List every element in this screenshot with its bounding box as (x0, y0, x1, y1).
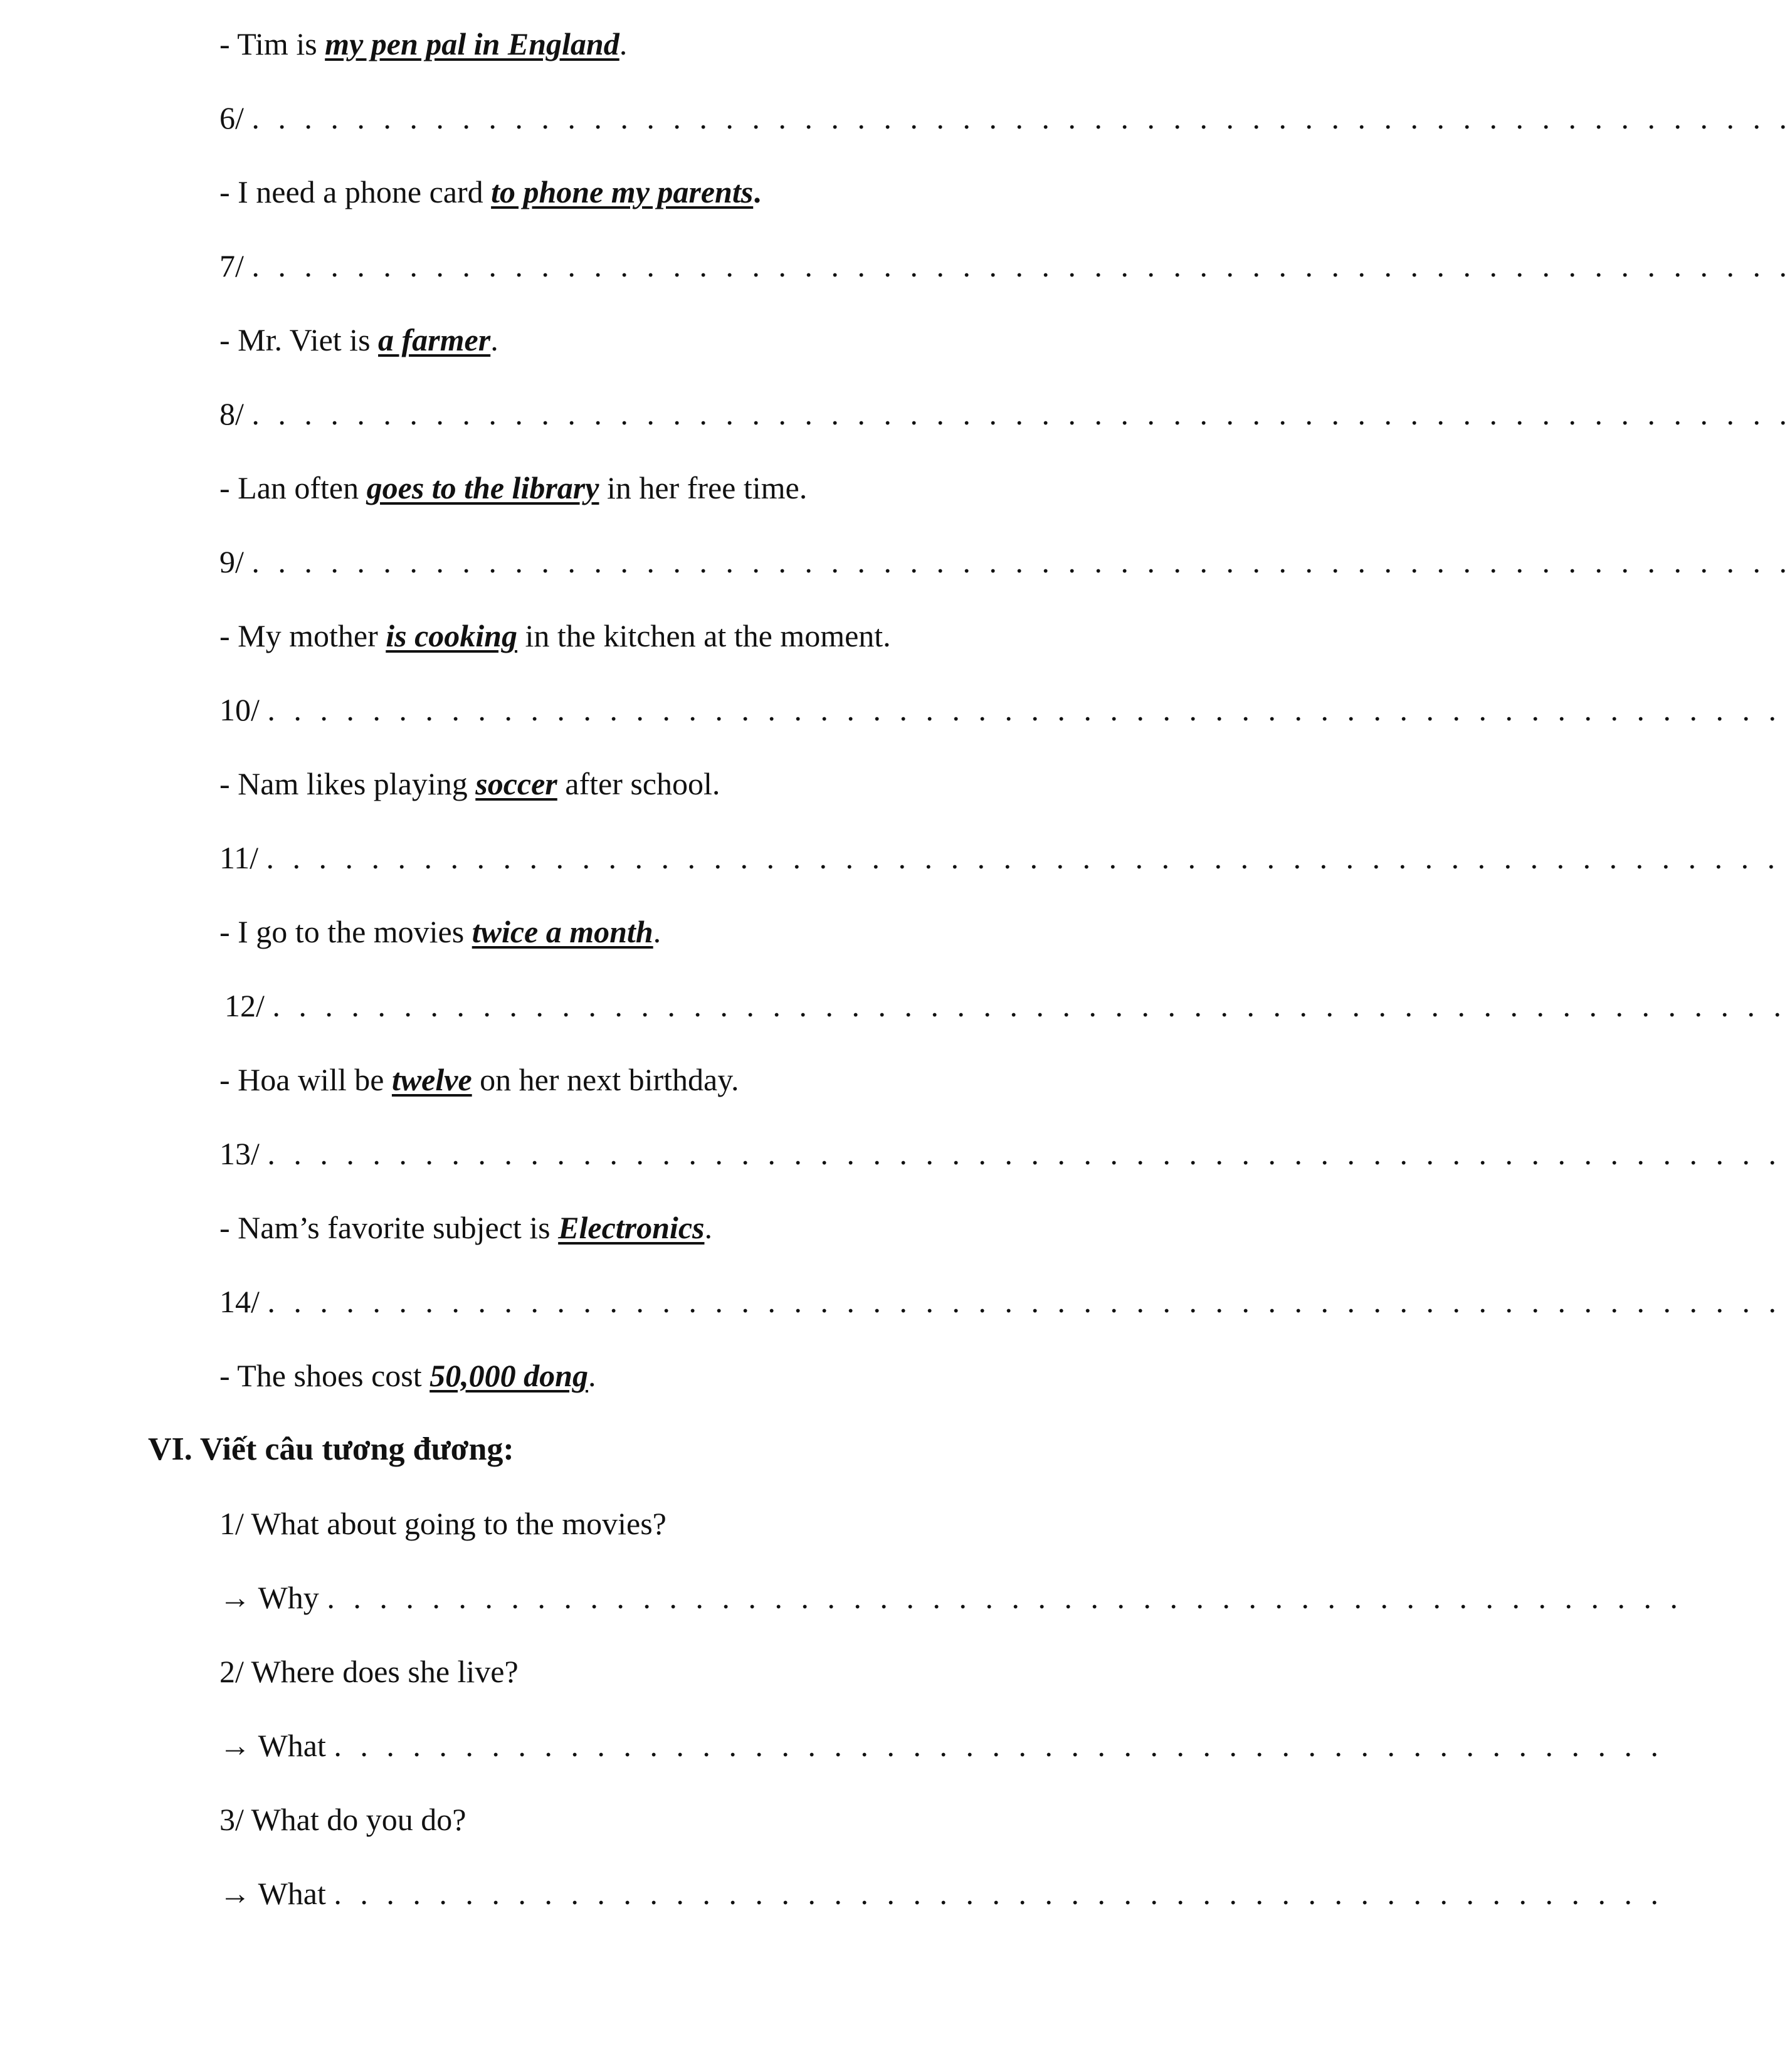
answer-dots: . . . . . . . . . . . . . . . . . . . . . . . . . . . . . . . . . . . . . . . . . . . . . . . . . . . . . . . . . . (267, 1284, 1782, 1319)
sentence-text: . (490, 322, 498, 357)
sentence-text: - Lan often (219, 470, 367, 505)
answer-dots: . . . . . . . . . . . . . . . . . . . . . . . . . . . . . . . . . . . . . . . . . . . . . . . . . . . . . . . . . . . (251, 396, 1792, 431)
question-text: 2/ Where does she live? (219, 1654, 519, 1689)
answer-dots: . . . . . . . . . . . . . . . . . . . . . . . . . . . . . . . . . . . . . . . . . . . . . . . . . . . . . . . . . . (267, 1136, 1782, 1171)
sentence-text: - Nam likes playing (219, 766, 476, 801)
sentence-hoa (219, 1061, 739, 1098)
item-number: 10/ (219, 692, 260, 727)
underlined-phrase: is cooking (386, 618, 517, 653)
sentence-text: . (588, 1358, 596, 1393)
arrow-icon: → (219, 1876, 251, 1911)
sentence-text: - I need a phone card (219, 174, 492, 209)
sentence-text: in her free time. (599, 470, 808, 505)
sentence-text: . (619, 26, 628, 61)
sentence-text: in the kitchen at the moment. (517, 618, 891, 653)
underlined-phrase: 50,000 dong (430, 1358, 588, 1393)
sentence-text: - The shoes cost (219, 1358, 430, 1393)
answer-dots: . . . . . . . . . . . . . . . . . . . . . . . . . . . . . . . . . . . . . . . . . . . . . . . . . . . (334, 1728, 1664, 1763)
answer-dots: . . . . . . . . . . . . . . . . . . . . . . . . . . . . . . . . . . . . . . . . . . . . . . . . . . . . . . . . . . (267, 692, 1782, 727)
sentence-text: . (753, 174, 761, 209)
question-1 (219, 1505, 667, 1542)
sentence-tim (219, 25, 627, 63)
answer-line-9[interactable] (219, 543, 1792, 581)
rewrite-line-1[interactable] (219, 1579, 1684, 1616)
item-number: 8/ (219, 396, 244, 431)
item-number: 7/ (219, 248, 244, 283)
answer-line-11[interactable] (219, 839, 1781, 877)
sentence-text: - I go to the movies (219, 914, 472, 949)
question-2 (219, 1653, 519, 1690)
answer-dots: . . . . . . . . . . . . . . . . . . . . . . . . . . . . . . . . . . . . . . . . . . . . . . . . . . . . . . . . . . . (251, 100, 1792, 135)
underlined-phrase: a farmer (378, 322, 491, 357)
prompt-word: What (258, 1728, 326, 1763)
underlined-phrase: my pen pal in England (325, 26, 619, 61)
arrow-icon: → (219, 1728, 251, 1763)
answer-line-8[interactable] (219, 395, 1792, 433)
sentence-phone-card (219, 173, 761, 211)
question-text: 1/ What about going to the movies? (219, 1506, 667, 1541)
item-number: 9/ (219, 544, 244, 579)
answer-dots: . . . . . . . . . . . . . . . . . . . . . . . . . . . . . . . . . . . . . . . . . . . . . . . . . . . . . . . . . . . (251, 544, 1792, 579)
item-number: 12/ (224, 988, 265, 1023)
underlined-phrase: Electronics (558, 1210, 705, 1245)
answer-dots: . . . . . . . . . . . . . . . . . . . . . . . . . . . . . . . . . . . . . . . . . . . . . . . . . . . . . . . . . . . (251, 248, 1792, 283)
answer-dots: . . . . . . . . . . . . . . . . . . . . . . . . . . . . . . . . . . . . . . . . . . . . . . . . . . . . (327, 1580, 1684, 1615)
sentence-mr-viet (219, 321, 498, 359)
underlined-phrase: twice a month (472, 914, 653, 949)
question-3 (219, 1801, 466, 1838)
sentence-text: - My mother (219, 618, 386, 653)
sentence-text: after school. (557, 766, 720, 801)
item-number: 11/ (219, 840, 259, 875)
sentence-lan (219, 469, 807, 507)
rewrite-line-2[interactable] (219, 1727, 1664, 1764)
sentence-text: - Tim is (219, 26, 325, 61)
sentence-text: - Nam’s favorite subject is (219, 1210, 559, 1245)
question-text: 3/ What do you do? (219, 1802, 466, 1837)
answer-line-12[interactable] (224, 987, 1787, 1024)
answer-dots: . . . . . . . . . . . . . . . . . . . . . . . . . . . . . . . . . . . . . . . . . . . . . . . . . . . . . . . . . . (272, 988, 1787, 1023)
answer-line-7[interactable] (219, 247, 1792, 285)
prompt-word: Why (258, 1580, 319, 1615)
item-number: 13/ (219, 1136, 260, 1171)
rewrite-line-3[interactable] (219, 1875, 1664, 1912)
answer-line-6[interactable] (219, 99, 1792, 137)
sentence-nam-subject (219, 1209, 712, 1246)
sentence-text: . (704, 1210, 712, 1245)
item-number: 6/ (219, 100, 244, 135)
underlined-phrase: goes to the library (366, 470, 599, 505)
item-number: 14/ (219, 1284, 260, 1319)
sentence-mother (219, 617, 891, 655)
sentence-nam-soccer (219, 765, 720, 803)
sentence-movies (219, 913, 661, 950)
answer-line-14[interactable] (219, 1283, 1782, 1320)
underlined-phrase: twelve (391, 1062, 472, 1097)
section-heading: VI. Viết câu tương đương: (148, 1431, 514, 1467)
sentence-text: - Mr. Viet is (219, 322, 379, 357)
underlined-phrase: to phone my parents (491, 174, 754, 209)
answer-line-10[interactable] (219, 691, 1782, 729)
sentence-text: . (653, 914, 661, 949)
answer-dots: . . . . . . . . . . . . . . . . . . . . . . . . . . . . . . . . . . . . . . . . . . . . . . . . . . . (334, 1876, 1664, 1911)
answer-line-13[interactable] (219, 1135, 1782, 1172)
answer-dots: . . . . . . . . . . . . . . . . . . . . . . . . . . . . . . . . . . . . . . . . . . . . . . . . . . . . . . . . . . (266, 840, 1781, 875)
sentence-shoes (219, 1357, 596, 1394)
underlined-phrase: soccer (475, 766, 557, 801)
sentence-text: - Hoa will be (219, 1062, 392, 1097)
arrow-icon: → (219, 1580, 251, 1615)
prompt-word: What (258, 1876, 326, 1911)
sentence-text: on her next birthday. (472, 1062, 739, 1097)
